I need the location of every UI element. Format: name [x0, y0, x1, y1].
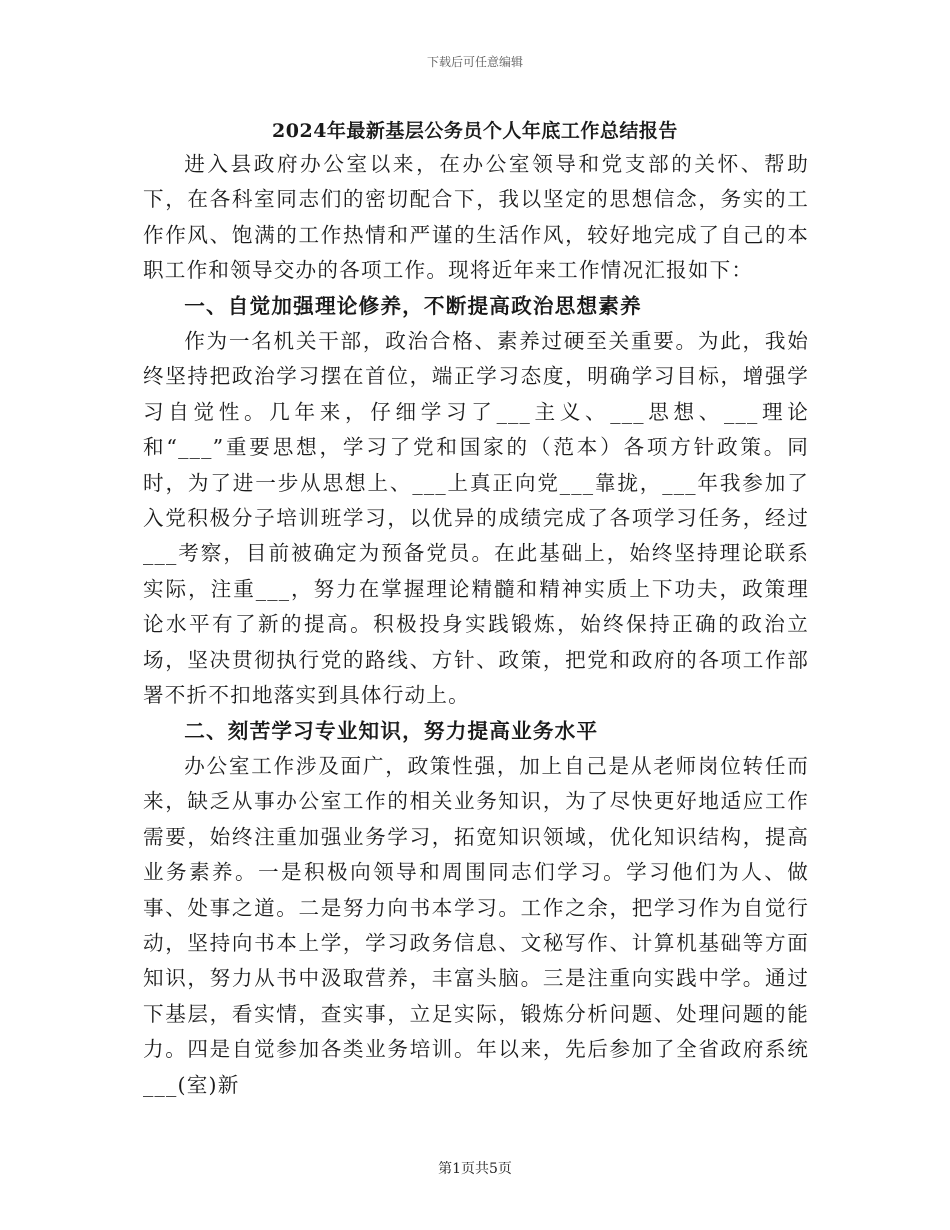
section-2-heading: 二、刻苦学习专业知识，努力提高业务水平 — [184, 718, 599, 743]
page-number-footer: 第1页共5页 — [438, 1161, 512, 1177]
section-2-paragraph: 办公室工作涉及面广，政策性强，加上自己是从老师岗位转任而来，缺乏从事办公室工作的相关业务知识，为了尽快更好地适应工作需要，始终注重加强业务学习，拓宽知识领域，优化知识结构，提高业务素养。一是积极向领导和周围同志们学习。学习他们为人、做事、处事之道。二是努力向书本学习。工作之余，把学习作为自觉行动，坚持向书本上学，学习政务信息、文秘写作、计算机基础等方面知识，努力从书中汲取营养，丰富头脑。三是注重向实践中学。通过下基层，看实情，查实事，立足实际，锻炼分析问题、处理问题的能力。四是自觉参加各类业务培训。年以来，先后参加了全省政府系统___(室)新 — [143, 753, 809, 1097]
document-body — [143, 147, 809, 1103]
document-title: 2024年最新基层公务员个人年底工作总结报告 — [272, 120, 678, 142]
section-1-paragraph: 作为一名机关干部，政治合格、素养过硬至关重要。为此，我始终坚持把政治学习摆在首位，端正学习态度，明确学习目标，增强学习自觉性。几年来，仔细学习了___主义、___思想、___理论和“___”重要思想，学习了党和国家的（范本）各项方针政策。同时，为了进一步从思想上、___上真正向党___靠拢，___年我参加了入党积极分子培训班学习，以优异的成绩完成了各项学习任务，经过___考察，目前被确定为预备党员。在此基础上，始终坚持理论联系实际，注重___，努力在掌握理论精髓和精神实质上下功夫，政策理论水平有了新的提高。积极投身实践锻炼，始终保持正确的政治立场，坚决贯彻执行党的路线、方针、政策，把党和政府的各项工作部署不折不扣地落实到具体行动上。 — [143, 329, 809, 708]
intro-paragraph: 进入县政府办公室以来，在办公室领导和党支部的关怀、帮助下，在各科室同志们的密切配合下，我以坚定的思想信念，务实的工作作风、饱满的工作热情和严谨的生活作风，较好地完成了自己的本职工作和领导交办的各项工作。现将近年来工作情况汇报如下： — [143, 152, 809, 283]
section-1-heading: 一、自觉加强理论修养，不断提高政治思想素养 — [184, 293, 642, 318]
header-note: 下载后可任意编辑 — [426, 55, 523, 69]
